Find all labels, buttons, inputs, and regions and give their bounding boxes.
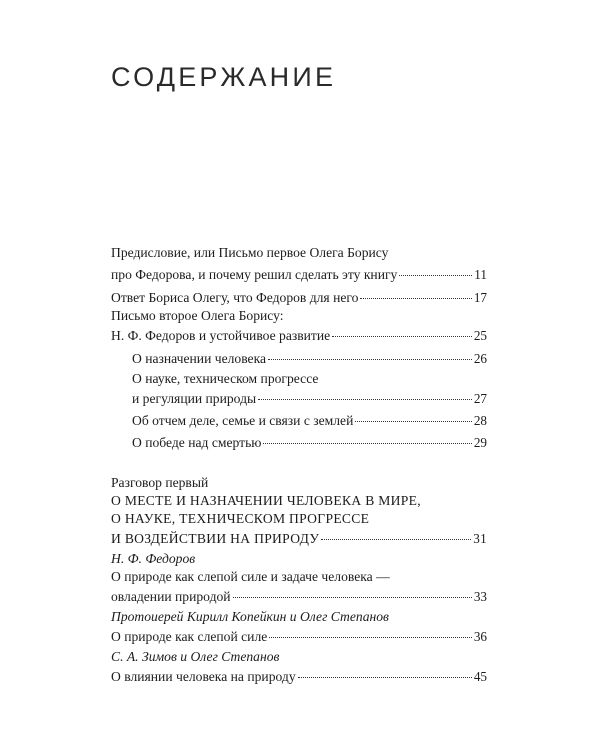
dot-leader	[332, 322, 472, 337]
toc-entry-text: О МЕСТЕ И НАЗНАЧЕНИИ ЧЕЛОВЕКА В МИРЕ,	[111, 493, 421, 508]
page-number: 36	[473, 629, 487, 644]
section-heading-line1	[111, 492, 487, 510]
toc-entry-text: Предисловие, или Письмо первое Олега Борису	[111, 245, 389, 260]
author-name: Н. Ф. Федоров	[111, 551, 196, 566]
page-number: 17	[473, 290, 487, 305]
toc-entry-text: Н. Ф. Федоров и устойчивое развитие	[111, 328, 331, 343]
toc-entry-text: О победе над смертью	[132, 435, 262, 450]
toc-entry-second-letter[interactable]	[111, 325, 487, 345]
page-number: 29	[473, 435, 487, 450]
page-number: 11	[474, 267, 487, 282]
toc-entry-text: О природе как слепой силе	[111, 629, 268, 644]
page-number: 33	[473, 589, 487, 604]
dot-leader	[258, 385, 472, 400]
dot-leader	[399, 261, 472, 276]
page-number: 31	[473, 531, 487, 546]
dot-leader	[360, 284, 471, 299]
dot-leader	[298, 663, 472, 678]
toc-entry[interactable]	[111, 666, 487, 686]
toc-entry-text: О природе как слепой силе и задаче человека —	[111, 569, 390, 584]
toc-entry-text: О НАУКЕ, ТЕХНИЧЕСКОМ ПРОГРЕССЕ	[111, 511, 370, 526]
toc-entry-text: про Федорова, и почему решил сделать эту книгу	[111, 267, 398, 282]
page-number: 28	[473, 413, 487, 428]
page-number: 27	[473, 391, 487, 406]
toc-subentry[interactable]	[132, 388, 487, 408]
toc-author	[111, 550, 487, 568]
toc-section-label: Разговор первый	[111, 475, 209, 490]
toc-entry-text: И ВОЗДЕЙСТВИИ НА ПРИРОДУ	[111, 531, 320, 546]
toc-entry-text: Письмо второе Олега Борису:	[111, 308, 284, 323]
toc-entry-text: Об отчем деле, семье и связи с землей	[132, 413, 354, 428]
author-name: Протоиерей Кирилл Копейкин и Олег Степанов	[111, 609, 389, 624]
toc-entry-conversation1[interactable]	[111, 528, 487, 548]
dot-leader	[263, 429, 471, 444]
toc-entry[interactable]	[111, 586, 487, 606]
section-label	[111, 474, 487, 492]
toc-entry-text: О науке, техническом прогрессе	[132, 371, 319, 386]
toc-subentry[interactable]	[132, 410, 487, 430]
page-number: 25	[473, 328, 487, 343]
dot-leader	[321, 525, 471, 540]
toc-entry-text: Ответ Бориса Олегу, что Федоров для него	[111, 290, 359, 305]
toc-subentry[interactable]	[132, 348, 487, 368]
toc-entry-foreword-line1	[111, 244, 487, 262]
dot-leader	[268, 345, 472, 360]
dot-leader	[233, 583, 472, 598]
page-title: СОДЕРЖАНИЕ	[111, 62, 337, 92]
page-number: 26	[473, 351, 487, 366]
toc-entry-text: овладении природой	[111, 589, 231, 604]
dot-leader	[355, 407, 471, 422]
author-name: С. А. Зимов и Олег Степанов	[111, 649, 280, 664]
toc-subentry[interactable]	[132, 432, 487, 452]
toc-entry[interactable]	[111, 626, 487, 646]
toc-entry-text: О влиянии человека на природу	[111, 669, 296, 684]
toc-entry-text: О назначении человека	[132, 351, 267, 366]
toc-entry-text: и регуляции природы	[132, 391, 257, 406]
page-number: 45	[473, 669, 487, 684]
dot-leader	[269, 623, 472, 638]
toc-entry-foreword[interactable]	[111, 264, 487, 284]
toc-entry-reply[interactable]	[111, 287, 487, 307]
